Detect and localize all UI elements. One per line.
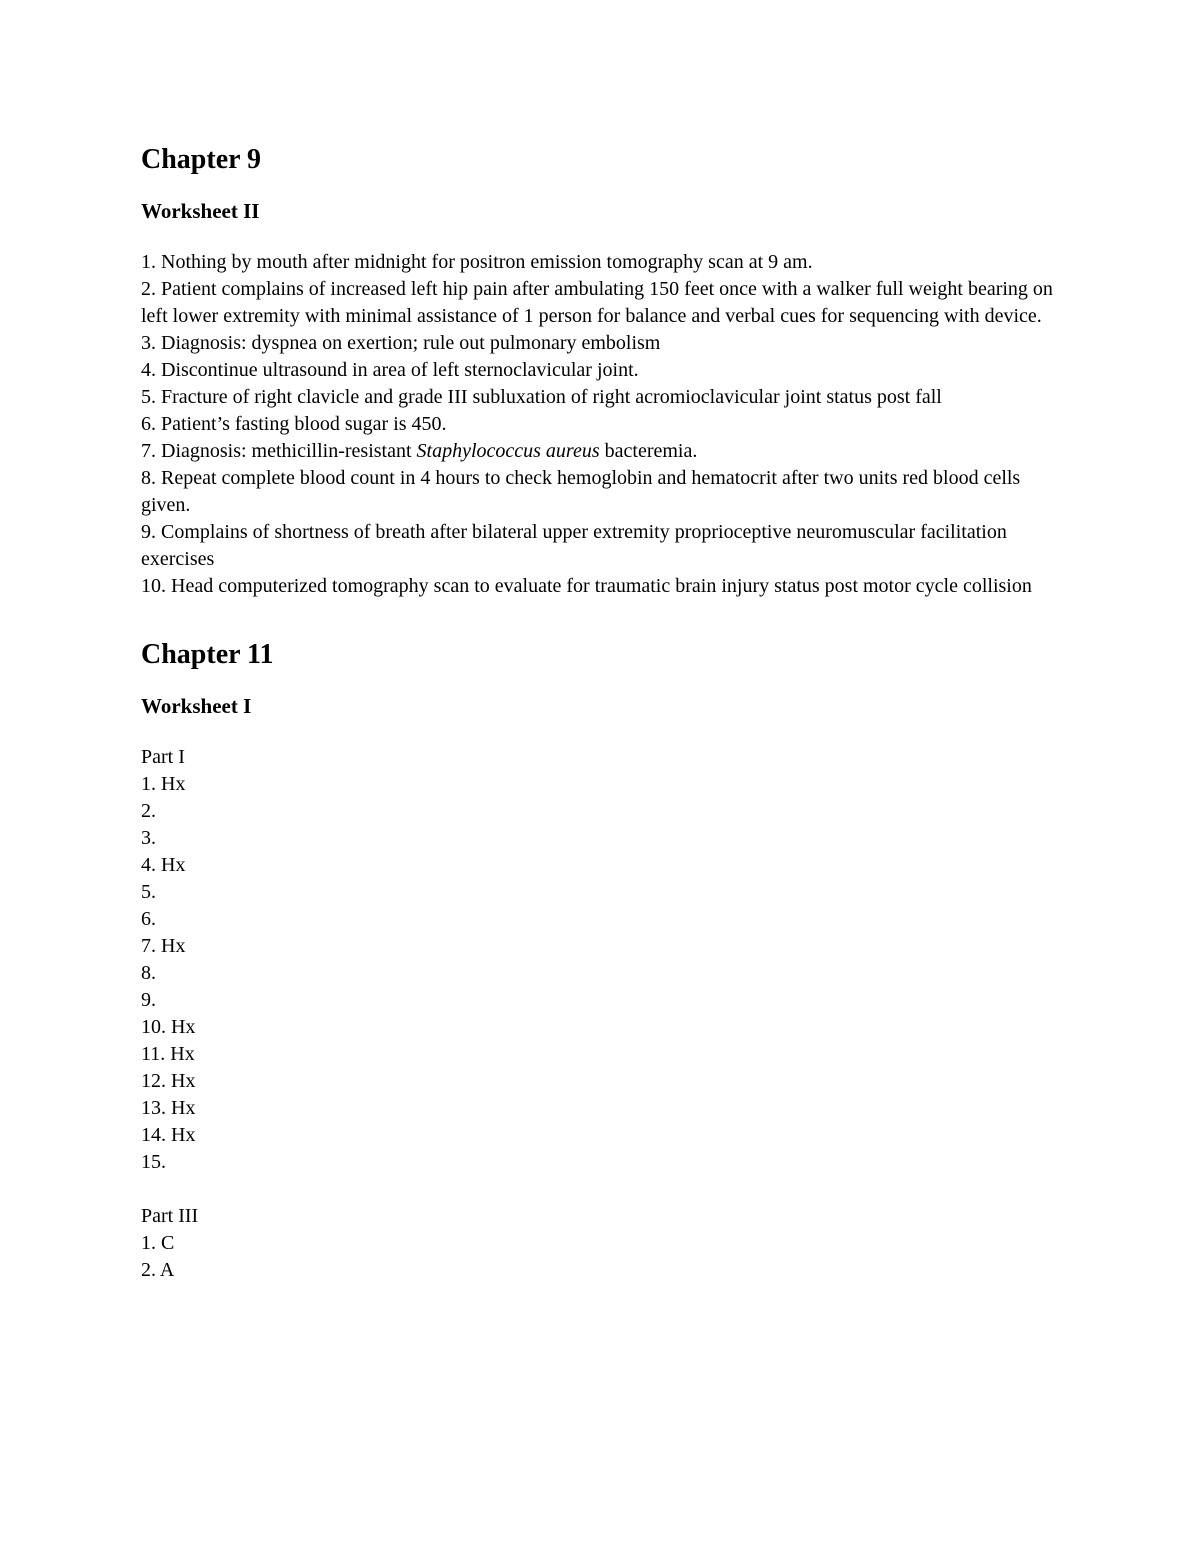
chapter-9-heading: Chapter 9 — [141, 144, 262, 175]
spacer — [141, 677, 1061, 693]
part-3-list — [141, 1203, 1061, 1284]
list-item: 5. — [141, 881, 156, 903]
list-item: 1. C — [141, 1232, 175, 1254]
answer-item: 5. Fracture of right clavicle and grade III subluxation of right acromioclavicular joint status post fall — [141, 386, 942, 408]
part-1-list — [141, 744, 1061, 1176]
list-item: 11. Hx — [141, 1043, 195, 1065]
chapter-9-worksheet-heading: Worksheet II — [141, 199, 260, 223]
answer-item-text: bacteremia. — [599, 440, 698, 462]
answer-item: 3. Diagnosis: dyspnea on exertion; rule out pulmonary embolism — [141, 332, 661, 354]
list-item: 15. — [141, 1151, 166, 1173]
organism-name: Staphylococcus aureus — [416, 440, 600, 462]
answer-item: 8. Repeat complete blood count in 4 hours to check hemoglobin and hematocrit after two units red blood cells given. — [141, 467, 1021, 516]
answer-item — [141, 438, 1061, 465]
list-item: 10. Hx — [141, 1016, 196, 1038]
list-item: 2. A — [141, 1259, 175, 1281]
list-item: 2. — [141, 800, 156, 822]
answer-item-text: 7. Diagnosis: methicillin-resistant — [141, 440, 417, 462]
spacer — [141, 600, 1061, 633]
list-item: 8. — [141, 962, 156, 984]
spacer — [141, 182, 1061, 198]
part-label: Part I — [141, 746, 185, 768]
answer-item: 1. Nothing by mouth after midnight for positron emission tomography scan at 9 am. — [141, 251, 813, 273]
spacer — [141, 1176, 1061, 1203]
list-item: 13. Hx — [141, 1097, 196, 1119]
list-item: 9. — [141, 989, 156, 1011]
answer-item: 6. Patient’s fasting blood sugar is 450. — [141, 413, 447, 435]
list-item: 12. Hx — [141, 1070, 196, 1092]
list-item: 3. — [141, 827, 156, 849]
part-label: Part III — [141, 1205, 199, 1227]
document-page — [141, 138, 1061, 1284]
answer-item: 4. Discontinue ultrasound in area of left sternoclavicular joint. — [141, 359, 639, 381]
answer-item: 2. Patient complains of increased left hip pain after ambulating 150 feet once with a walker full weight bearing on left lower extremity with minimal assistance of 1 person for balance and verbal cues for sequencing with device. — [141, 278, 1053, 327]
list-item: 7. Hx — [141, 935, 186, 957]
list-item: 4. Hx — [141, 854, 186, 876]
answer-item: 9. Complains of shortness of breath after bilateral upper extremity proprioceptive neuromuscular facilitation exercises — [141, 521, 1007, 570]
list-item: 14. Hx — [141, 1124, 196, 1146]
list-item: 6. — [141, 908, 156, 930]
answer-item: 10. Head computerized tomography scan to evaluate for traumatic brain injury status post motor cycle collision — [141, 575, 1032, 597]
chapter-11-worksheet-heading: Worksheet I — [141, 694, 252, 718]
chapter-11-heading: Chapter 11 — [141, 639, 274, 670]
spacer — [141, 720, 1061, 744]
spacer — [141, 225, 1061, 249]
list-item: 1. Hx — [141, 773, 186, 795]
chapter-9-answer-list — [141, 249, 1061, 600]
